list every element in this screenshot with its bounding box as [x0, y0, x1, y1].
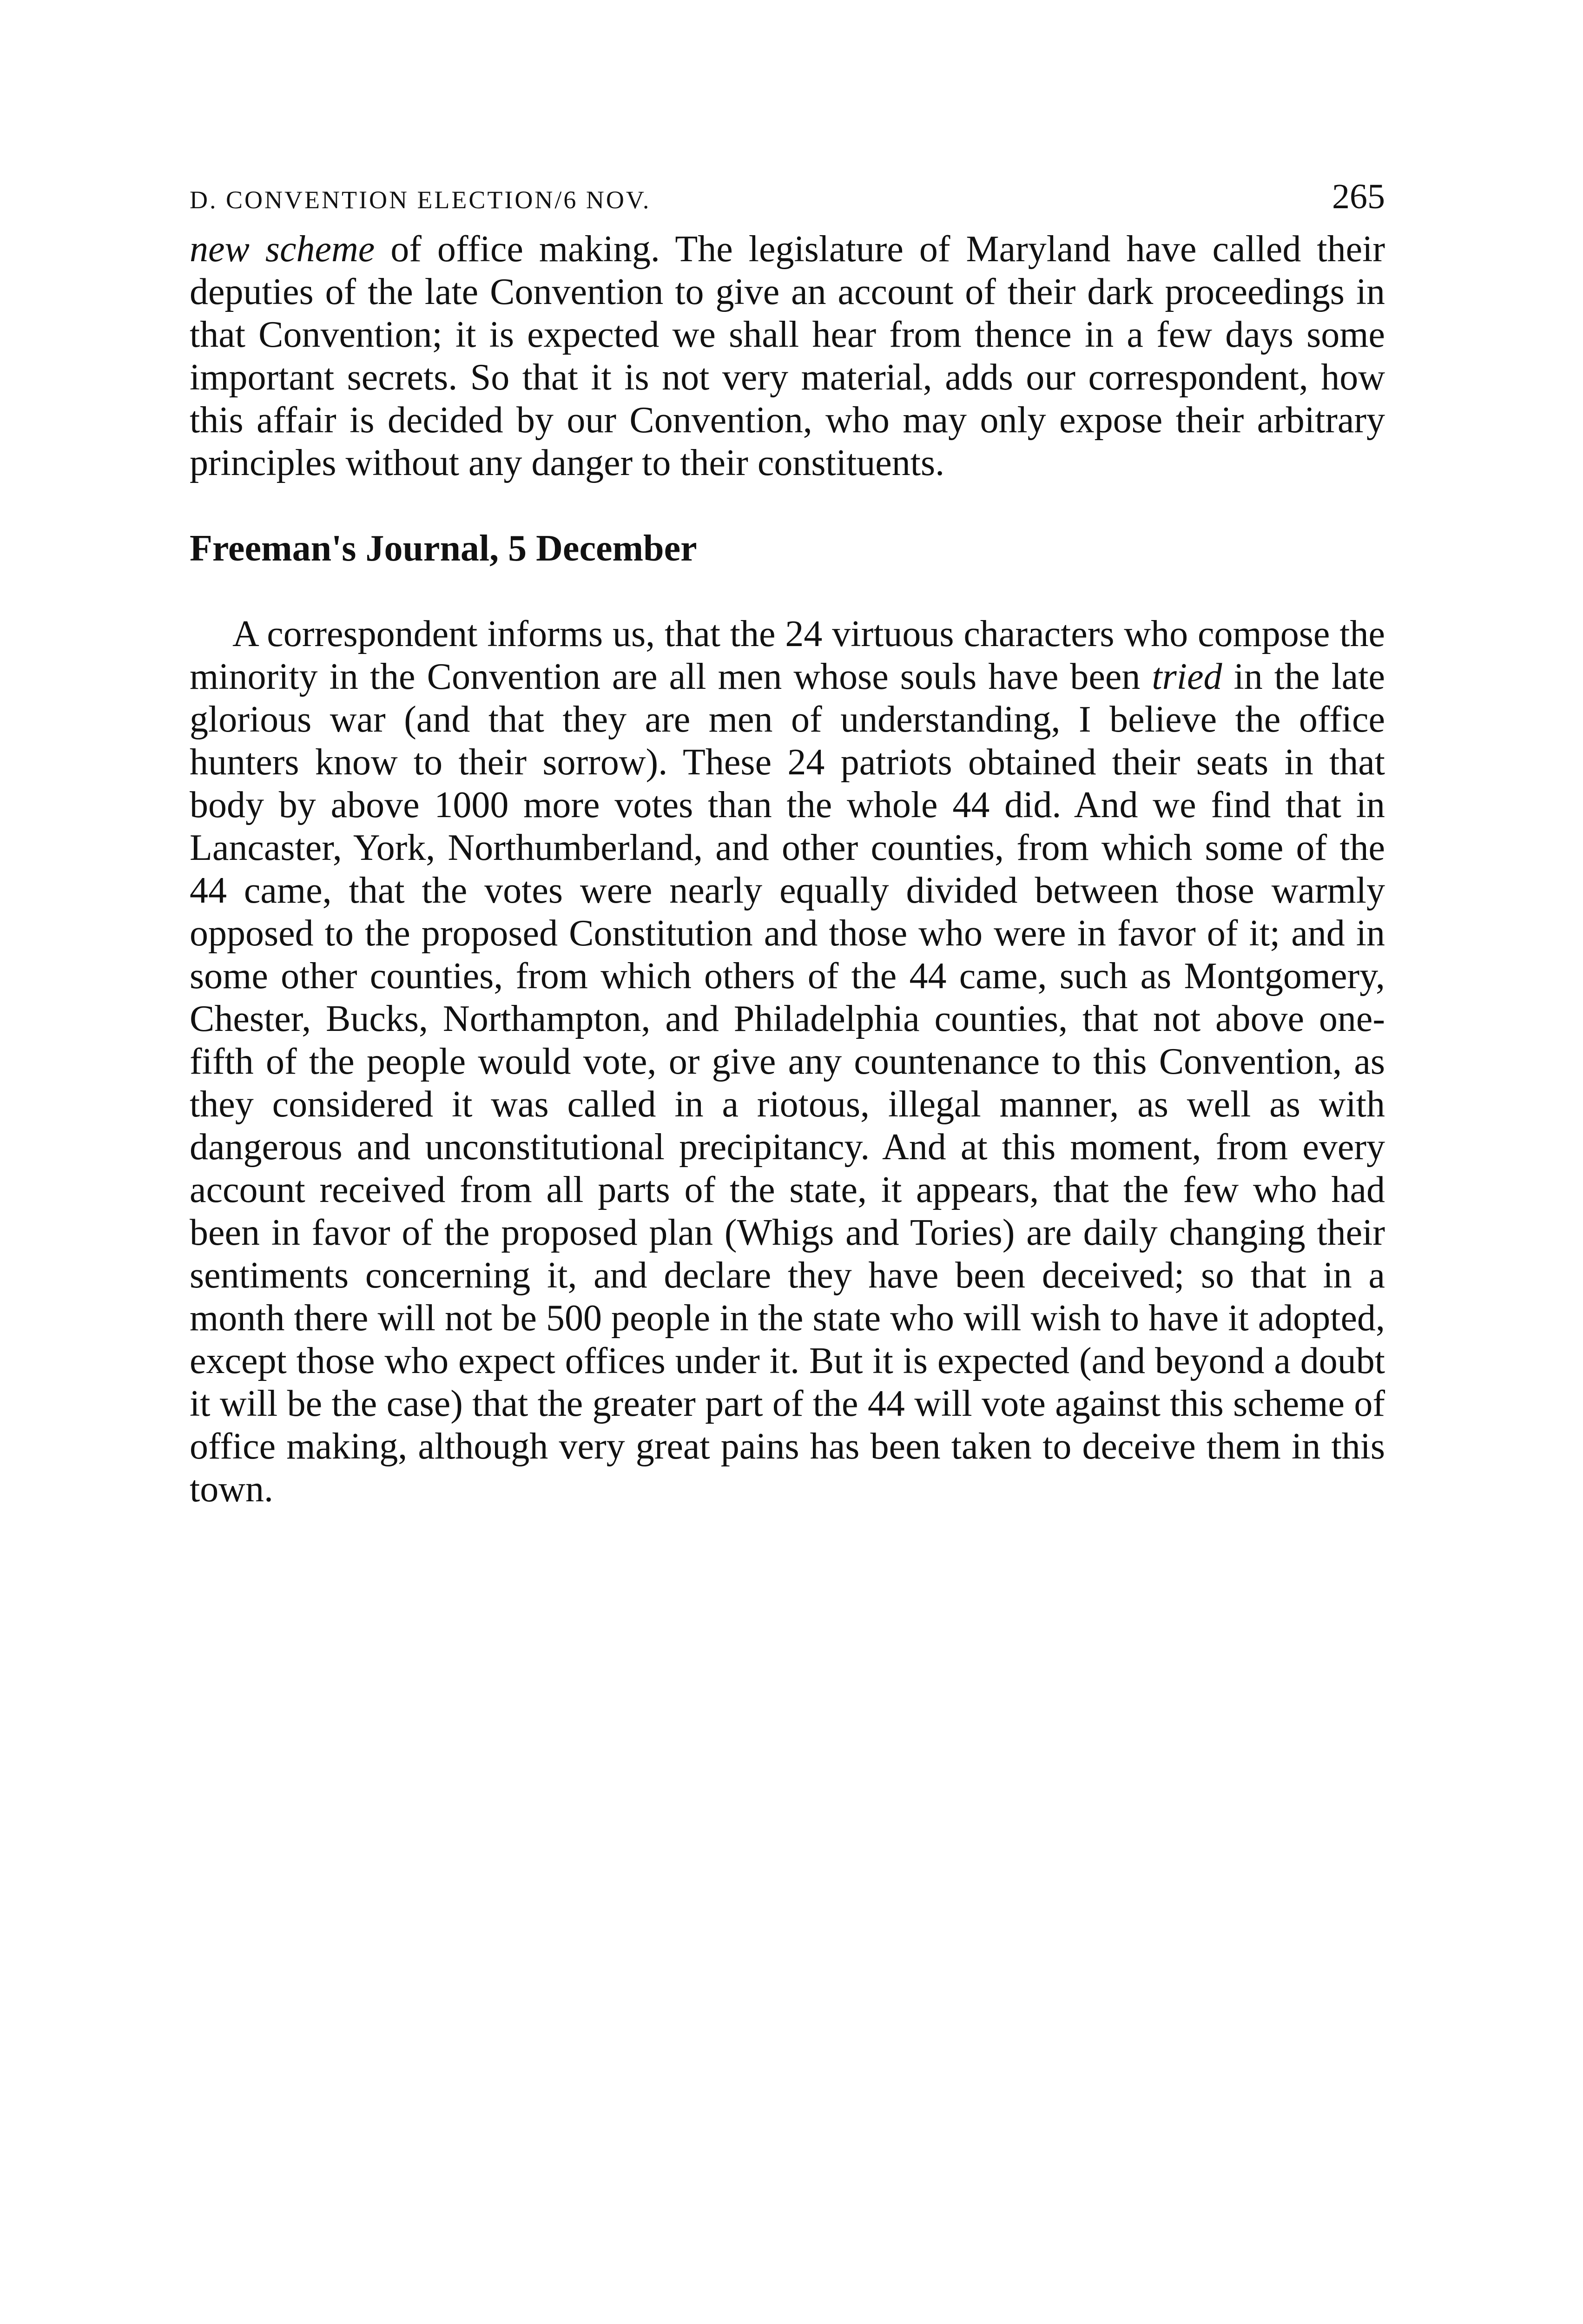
running-title: D. CONVENTION ELECTION/6 NOV.	[190, 186, 651, 214]
section-paragraph-italic: tried	[1152, 656, 1222, 697]
continued-paragraph-text: of office making. The legislature of Maryland have called their deputies of the late Convention to give an account of their dark proceedings in that Convention; it is expected we shall hear from thence in a few days some important secrets. So that it is not very material, adds our correspondent, how this affair is decided by our Convention, who may only expose their arbitrary principles without any danger to their constituents.	[190, 229, 1385, 483]
document-page	[190, 177, 1385, 1511]
continued-paragraph-italic-lead: new scheme	[190, 229, 375, 270]
section-heading: Freeman's Journal, 5 December	[190, 528, 697, 569]
section-paragraph-part1: A correspondent informs us, that the 24 virtuous characters who compose the minority in the Convention are all men whose souls have been	[190, 614, 1385, 697]
section-paragraph	[190, 613, 1385, 1511]
page-number: 265	[1332, 177, 1385, 216]
running-head	[190, 177, 1385, 228]
section-paragraph-part2: in the late glorious war (and that they are men of understanding, I believe the office hunters know to their sorrow). These 24 patriots obtained their seats in that body by above 1000 more votes than the whole 44 did. And we find that in Lancaster, York, Northumberland, and other counties, from which some of the 44 came, that the votes were nearly equally divided between those warmly opposed to the proposed Constitution and those who were in favor of it; and in some other counties, from which others of the 44 came, such as Montgomery, Chester, Bucks, Northampton, and Philadelphia counties, that not above one-fifth of the people would vote, or give any countenance to this Convention, as they considered it was called in a riotous, illegal manner, as well as with dangerous and unconstitutional precipitancy. And at this moment, from every account received from all parts of the state, it appears, that the few who had been in favor of the proposed plan (Whigs and Tories) are daily changing their sentiments concerning it, and declare they have been deceived; so that in a month there will not be 500 people in the state who will wish to have it adopted, except those who expect offices under it. But it is expected (and beyond a doubt it will be the case) that the greater part of the 44 will vote against this scheme of office making, although very great pains has been taken to deceive them in this town.	[190, 656, 1385, 1510]
continued-paragraph	[190, 228, 1385, 484]
